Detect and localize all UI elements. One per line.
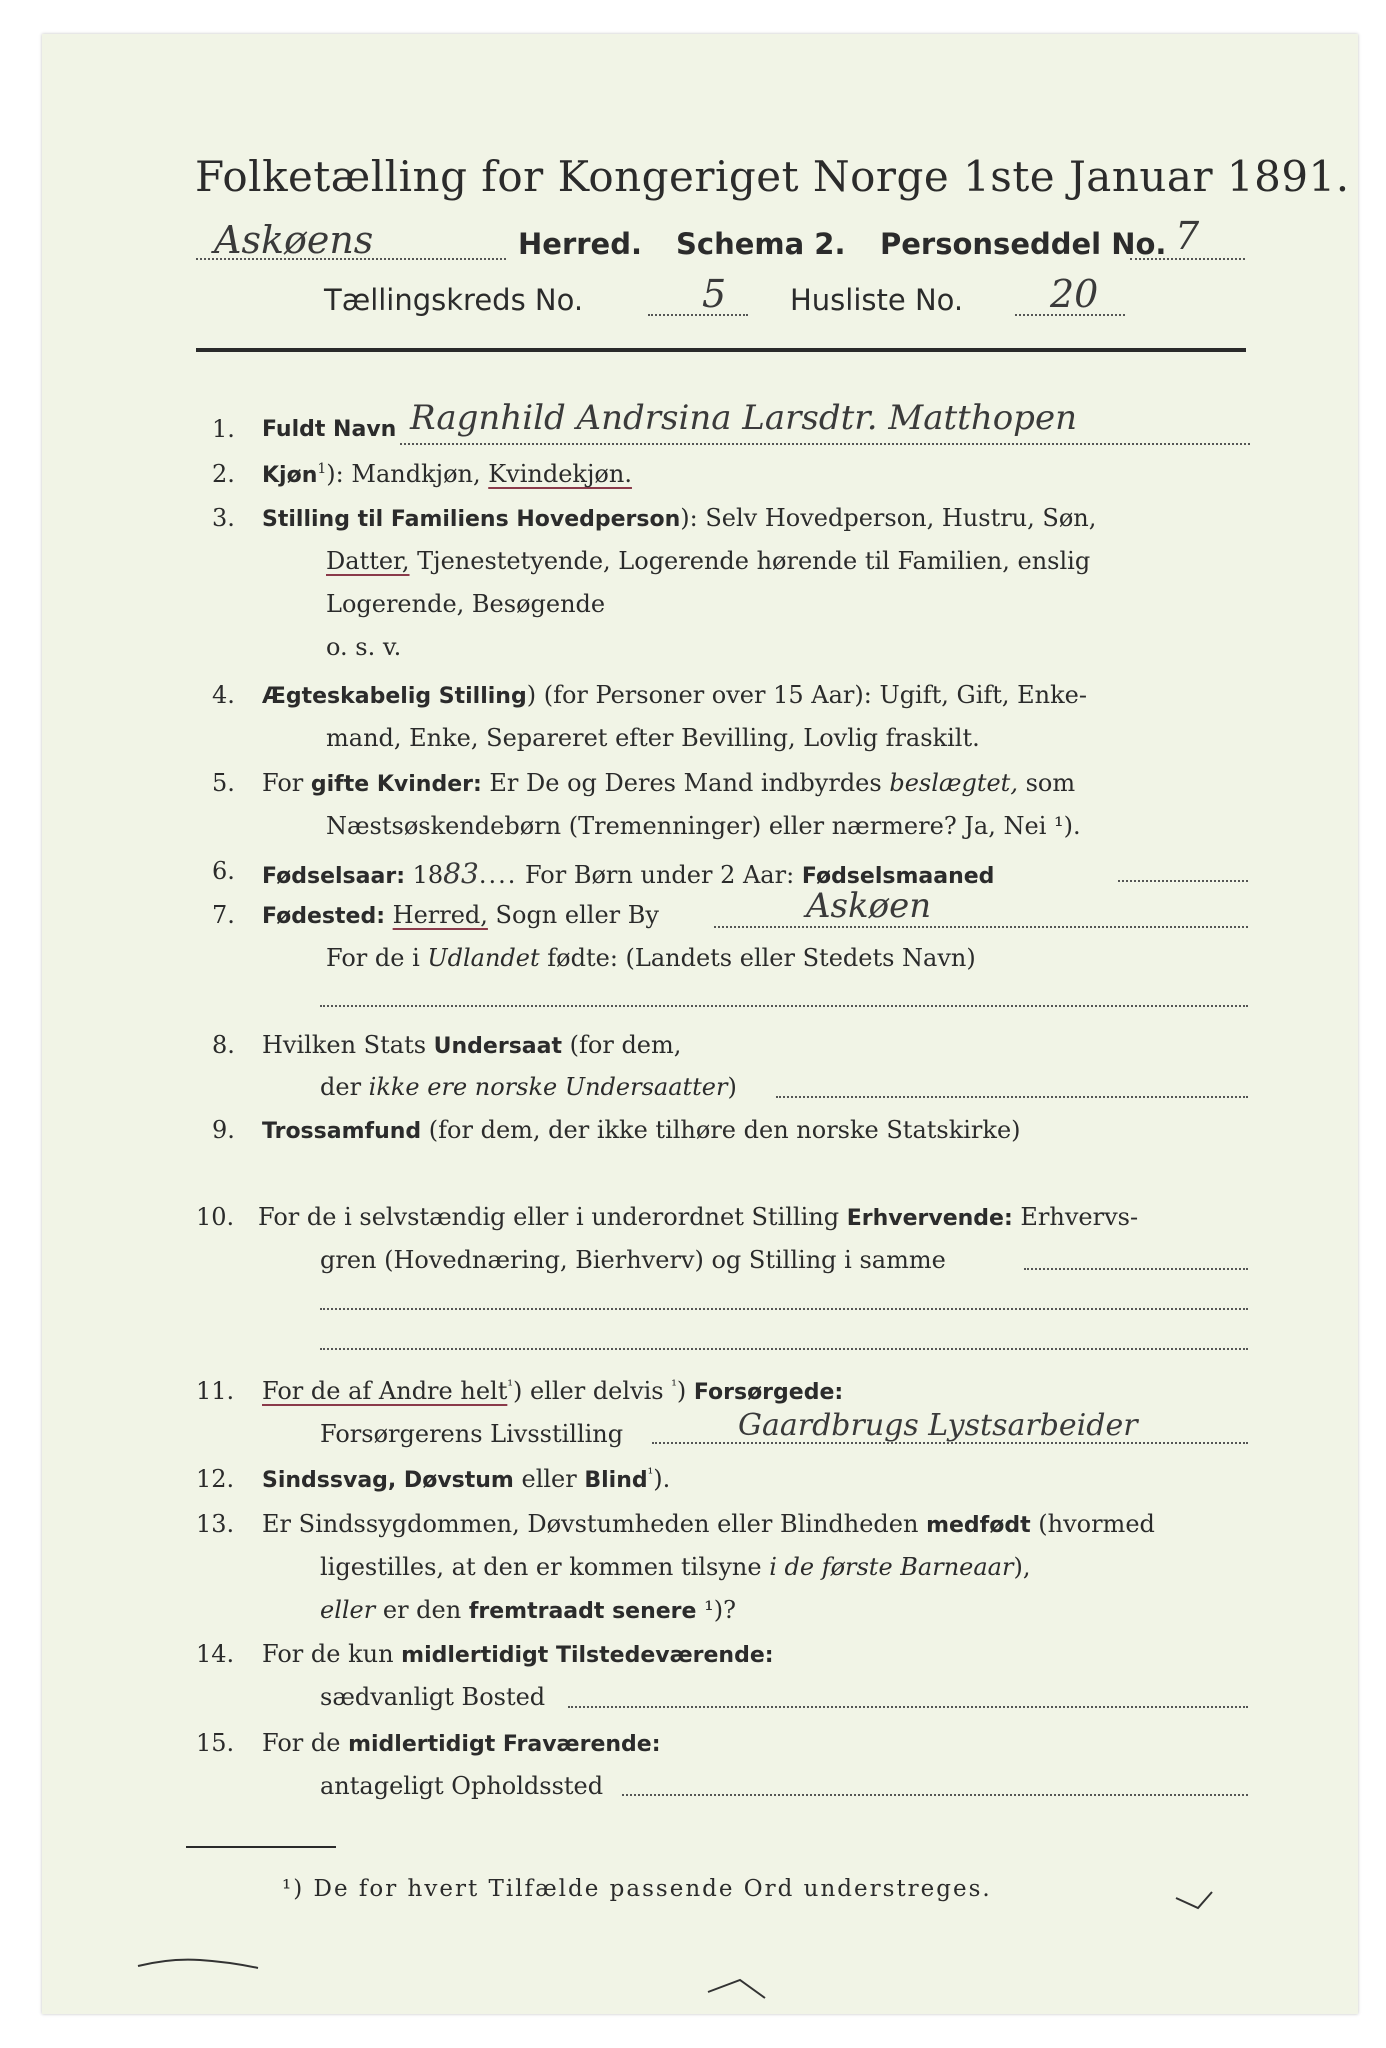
kreds-value: 5 xyxy=(702,272,727,316)
herred-value: Askøens xyxy=(214,218,374,262)
item-2-label: Kjøn xyxy=(262,463,318,488)
personseddel-value: 7 xyxy=(1175,214,1200,258)
personseddel-label: Personseddel No. xyxy=(880,227,1167,261)
item-2-number: 2. xyxy=(212,460,235,488)
item-5-number: 5. xyxy=(212,769,235,797)
item-13-line-3: eller er den fremtraadt senere ¹)? xyxy=(320,1596,736,1624)
item-11-selected-option: For de af Andre helt xyxy=(262,1377,508,1405)
item-13-label-b: fremtraadt senere xyxy=(468,1599,697,1624)
item-3-label: Stilling til Familiens Hovedperson xyxy=(262,507,681,532)
item-14-line-1: For de kun midlertidigt Tilstedeværende: xyxy=(262,1640,774,1668)
kreds-label: Tællingskreds No. xyxy=(324,283,584,317)
item-10-line-1: For de i selvstændig eller i underordnet Stilling Erhvervende: Erhvervs- xyxy=(258,1203,1139,1231)
item-3-number: 3. xyxy=(212,504,235,532)
item-6-text: For Børn under 2 Aar: xyxy=(517,861,802,889)
item-4-line-2: mand, Enke, Separeret efter Bevilling, Lovlig fraskilt. xyxy=(326,724,980,752)
item-2-footnote-mark: 1 xyxy=(317,461,327,477)
item-2-selected-option: Kvindekjøn. xyxy=(488,460,632,488)
husliste-label: Husliste No. xyxy=(790,283,964,317)
item-8-number: 8. xyxy=(212,1031,235,1059)
item-10-number: 10. xyxy=(196,1203,235,1231)
schema-label: Schema 2. xyxy=(676,227,846,261)
item-6-year-value: 83 xyxy=(443,857,479,890)
item-5-end: som xyxy=(1017,769,1076,797)
item-14-line-2: sædvanligt Bosted xyxy=(320,1683,546,1711)
item-9-number: 9. xyxy=(212,1116,235,1144)
item-7-line-2: For de i Udlandet fødte: (Landets eller Stedets Navn) xyxy=(326,944,976,972)
item-6-label-month: Fødselsmaaned xyxy=(801,864,995,889)
item-12-number: 12. xyxy=(196,1465,235,1493)
item-12-line: Sindssvag, Døvstum eller Blind$^{^1}$). xyxy=(262,1465,671,1493)
item-7-number: 7. xyxy=(212,901,235,929)
item-15-line-2: antageligt Opholdssted xyxy=(320,1772,604,1800)
item-3-line-2-rest: Tjenestetyende, Logerende hørende til Familien, enslig xyxy=(409,547,1091,575)
item-4-line-1-rest: ) (for Personer over 15 Aar): Ugift, Gift, Enke- xyxy=(526,681,1087,709)
item-4-label: Ægteskabelig Stilling xyxy=(262,684,527,709)
item-3-line-4: o. s. v. xyxy=(326,633,402,661)
item-11-occupation-value: Gaardbrugs Lystsarbeider xyxy=(738,1408,1138,1443)
item-1-name-value: Ragnhild Andrsina Larsdtr. Matthopen xyxy=(410,398,1077,438)
item-3-line-1-rest: ): Selv Hovedperson, Hustru, Søn, xyxy=(680,504,1097,532)
item-11-line-1: For de af Andre helt$^{^1}$) eller delvis $^{^1}$) Forsørgede: xyxy=(262,1377,844,1405)
item-7-udlandet: Udlandet xyxy=(427,944,540,972)
item-3-line-3: Logerende, Besøgende xyxy=(326,590,606,618)
item-10-line-2: gren (Hovednæring, Bierhverv) og Stilling i samme xyxy=(320,1246,946,1274)
item-9-label: Trossamfund xyxy=(262,1119,422,1144)
item-7-options: Sogn eller By xyxy=(487,901,659,929)
item-5-line-2: Næstsøskendebørn (Tremenninger) eller nærmere? Ja, Nei ¹). xyxy=(326,812,1081,840)
herred-label: Herred. xyxy=(518,227,642,261)
item-10-label: Erhvervende: xyxy=(846,1206,1013,1231)
item-6-number: 6. xyxy=(212,857,235,885)
item-5-prefix: For xyxy=(262,769,311,797)
item-13-number: 13. xyxy=(196,1510,235,1538)
item-6-prefix: 18 xyxy=(405,861,444,889)
item-13-line-2: ligestilles, at den er kommen tilsyne i de første Barneaar), xyxy=(320,1553,1031,1581)
item-14-label: midlertidigt Tilstedeværende: xyxy=(401,1643,774,1668)
item-3-selected-option: Datter, xyxy=(326,547,410,575)
item-1-number: 1. xyxy=(212,415,235,443)
husliste-value: 20 xyxy=(1050,272,1099,316)
item-15-number: 15. xyxy=(196,1729,235,1757)
item-6-label: Fødselsaar: xyxy=(262,864,405,889)
item-11-label: Forsørgede: xyxy=(693,1380,844,1405)
item-2-options: ): Mandkjøn, xyxy=(326,460,489,488)
item-8-italic: ikke ere norske Undersaatter xyxy=(368,1073,728,1101)
item-5-question: Er De og Deres Mand indbyrdes xyxy=(481,769,890,797)
form-title: Folketælling for Kongeriget Norge 1ste Januar 1891. xyxy=(195,152,1350,201)
item-13-label: medfødt xyxy=(926,1513,1031,1538)
item-9-line: Trossamfund (for dem, der ikke tilhøre den norske Statskirke) xyxy=(262,1116,1021,1144)
item-5-italic: beslægtet, xyxy=(889,769,1018,797)
item-5-label: gifte Kvinder: xyxy=(310,772,482,797)
item-13-line-1: Er Sindssygdommen, Døvstumheden eller Blindheden medfødt (hvormed xyxy=(262,1510,1155,1538)
item-8-label: Undersaat xyxy=(433,1034,563,1059)
item-11-line-2: Forsørgerens Livsstilling xyxy=(320,1420,624,1448)
item-11-number: 11. xyxy=(196,1377,235,1405)
item-15-line-1: For de midlertidigt Fraværende: xyxy=(262,1729,661,1757)
item-6-line: Fødselsaar: 1883.... For Børn under 2 Aar: Fødselsmaaned xyxy=(262,857,995,890)
item-14-number: 14. xyxy=(196,1640,235,1668)
footnote: ¹) De for hvert Tilfælde passende Ord understreges. xyxy=(282,1876,992,1902)
item-7-selected-option: Herred, xyxy=(392,901,488,929)
item-4-number: 4. xyxy=(212,681,235,709)
item-8-line-2: der ikke ere norske Undersaatter) xyxy=(320,1073,737,1101)
item-12-label-blind: Blind xyxy=(584,1468,648,1493)
item-12-label: Sindssvag, Døvstum xyxy=(262,1468,514,1493)
item-7-label: Fødested: xyxy=(262,904,385,929)
item-15-label: midlertidigt Fraværende: xyxy=(348,1732,661,1757)
item-1-label: Fuldt Navn xyxy=(262,417,397,442)
item-7-place-value: Askøen xyxy=(806,886,932,926)
item-8-line-1: Hvilken Stats Undersaat (for dem, xyxy=(262,1031,682,1059)
